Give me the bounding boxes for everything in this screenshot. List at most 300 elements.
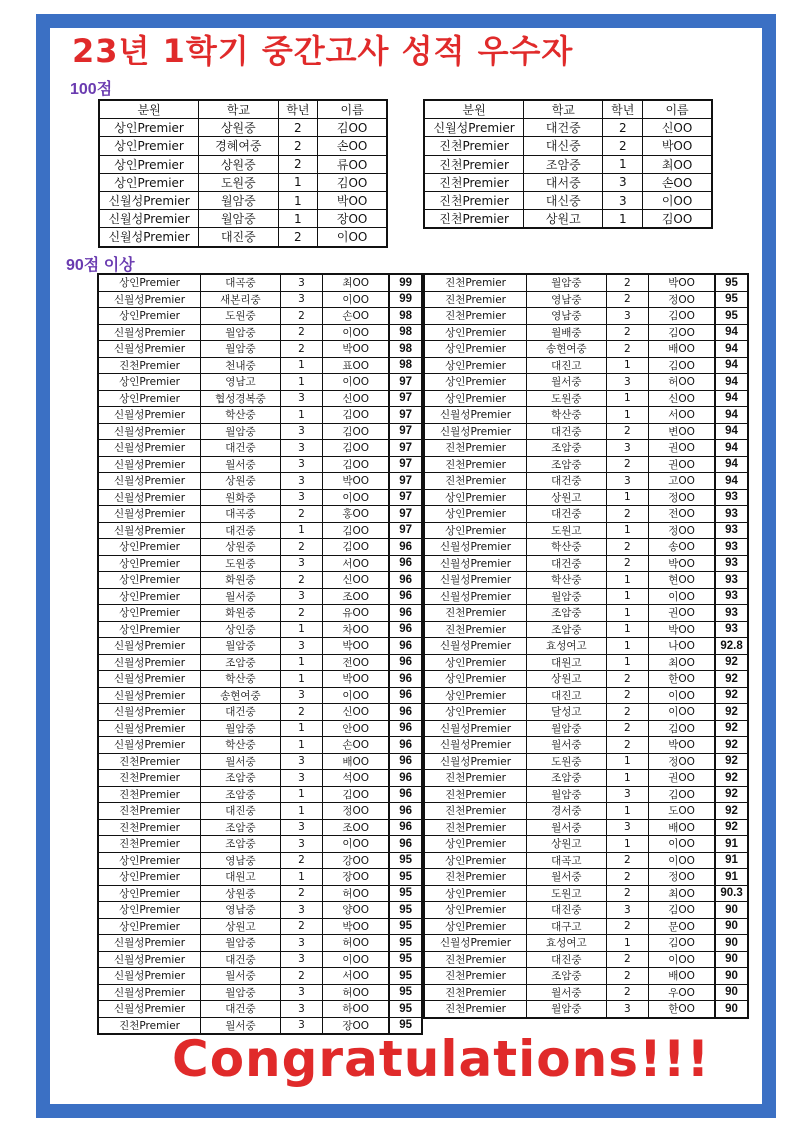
branch-cell: 진천Premier xyxy=(424,803,527,820)
table-row xyxy=(424,506,748,523)
branch-cell: 신월성Premier xyxy=(98,984,201,1001)
grade-cell: 3 xyxy=(280,951,323,968)
name-cell: 권OO xyxy=(649,770,715,787)
branch-cell: 신월성Premier xyxy=(98,654,201,671)
grade-cell: 3 xyxy=(603,173,643,191)
grade-cell: 2 xyxy=(280,506,323,523)
table-row xyxy=(424,191,712,209)
school-cell: 상원중 xyxy=(199,155,278,173)
score-cell: 92 xyxy=(715,803,748,820)
branch-cell: 신월성Premier xyxy=(98,935,201,952)
branch-cell: 신월성Premier xyxy=(98,720,201,737)
branch-cell: 신월성Premier xyxy=(98,473,201,490)
score-cell: 95 xyxy=(389,935,422,952)
branch-cell: 진천Premier xyxy=(424,786,527,803)
table-row xyxy=(98,390,422,407)
school-cell: 대구고 xyxy=(527,918,606,935)
school-cell: 대곡중 xyxy=(201,274,281,291)
school-cell: 도원고 xyxy=(527,522,606,539)
name-cell: 김OO xyxy=(323,423,389,440)
name-cell: 배OO xyxy=(649,968,715,985)
score-cell: 94 xyxy=(715,341,748,358)
name-cell: 이OO xyxy=(649,951,715,968)
score-cell: 93 xyxy=(715,506,748,523)
grade-cell: 2 xyxy=(606,704,649,721)
branch-cell: 상인Premier xyxy=(98,902,201,919)
table-row xyxy=(424,869,748,886)
table-row xyxy=(424,173,712,191)
grade-cell: 1 xyxy=(606,638,649,655)
branch-cell: 진천Premier xyxy=(424,968,527,985)
branch-cell: 신월성Premier xyxy=(98,1001,201,1018)
grade-cell: 2 xyxy=(603,119,643,137)
school-cell: 상원중 xyxy=(201,885,281,902)
score-cell: 96 xyxy=(389,770,422,787)
table-row xyxy=(424,1001,748,1018)
branch-cell: 상인Premier xyxy=(424,489,527,506)
table-row xyxy=(98,753,422,770)
branch-cell: 신월성Premier xyxy=(98,638,201,655)
table-row xyxy=(99,210,387,228)
branch-cell: 상인Premier xyxy=(424,687,527,704)
name-cell: 박OO xyxy=(323,341,389,358)
table-row xyxy=(98,572,422,589)
table-row xyxy=(424,671,748,688)
name-cell: 김OO xyxy=(318,119,387,137)
grade-cell: 3 xyxy=(606,1001,649,1018)
school-cell: 상원고 xyxy=(527,836,606,853)
score-cell: 95 xyxy=(389,968,422,985)
score-cell: 94 xyxy=(715,440,748,457)
table-row xyxy=(98,274,422,291)
name-cell: 김OO xyxy=(323,440,389,457)
school-cell: 학산중 xyxy=(201,737,281,754)
grade-cell: 2 xyxy=(606,968,649,985)
branch-cell: 상인Premier xyxy=(98,308,201,325)
school-cell: 대신중 xyxy=(524,191,603,209)
name-cell: 박OO xyxy=(649,737,715,754)
name-cell: 장OO xyxy=(323,1017,389,1034)
branch-cell: 진천Premier xyxy=(424,456,527,473)
grade-cell: 3 xyxy=(280,1017,323,1034)
school-cell: 조암중 xyxy=(524,155,603,173)
table-row xyxy=(424,819,748,836)
name-cell: 정OO xyxy=(649,753,715,770)
score-cell: 97 xyxy=(389,423,422,440)
school-cell: 영남중 xyxy=(201,852,281,869)
score-cell: 95 xyxy=(715,291,748,308)
table-row xyxy=(424,572,748,589)
header-branch: 분원 xyxy=(424,100,524,119)
grade-cell: 3 xyxy=(280,274,323,291)
grade-cell: 1 xyxy=(606,357,649,374)
name-cell: 우OO xyxy=(649,984,715,1001)
table-row xyxy=(424,720,748,737)
table-row xyxy=(98,1001,422,1018)
school-cell: 대진중 xyxy=(527,951,606,968)
school-cell: 상인중 xyxy=(201,621,281,638)
grade-cell: 1 xyxy=(606,621,649,638)
table-row xyxy=(99,119,387,137)
table-row xyxy=(98,522,422,539)
name-cell: 강OO xyxy=(323,852,389,869)
grade-cell: 2 xyxy=(280,341,323,358)
score-cell: 94 xyxy=(715,374,748,391)
grade-cell: 1 xyxy=(603,155,643,173)
school-cell: 새본리중 xyxy=(201,291,281,308)
name-cell: 배OO xyxy=(323,753,389,770)
name-cell: 이OO xyxy=(323,687,389,704)
grade-cell: 3 xyxy=(606,308,649,325)
score-cell: 96 xyxy=(389,737,422,754)
score-cell: 91 xyxy=(715,869,748,886)
score-cell: 96 xyxy=(389,654,422,671)
branch-cell: 신월성Premier xyxy=(424,737,527,754)
branch-cell: 상인Premier xyxy=(424,704,527,721)
branch-cell: 신월성Premier xyxy=(98,324,201,341)
name-cell: 안OO xyxy=(323,720,389,737)
branch-cell: 신월성Premier xyxy=(98,456,201,473)
score-cell: 96 xyxy=(389,539,422,556)
grade-cell: 1 xyxy=(280,654,323,671)
branch-cell: 진천Premier xyxy=(98,819,201,836)
score-cell: 92 xyxy=(715,687,748,704)
name-cell: 나OO xyxy=(649,638,715,655)
grade-cell: 1 xyxy=(280,357,323,374)
name-cell: 장OO xyxy=(323,869,389,886)
grade-cell: 2 xyxy=(606,852,649,869)
branch-cell: 신월성Premier xyxy=(424,555,527,572)
grade-cell: 3 xyxy=(280,390,323,407)
table-row xyxy=(98,852,422,869)
name-cell: 박OO xyxy=(323,473,389,490)
table-row xyxy=(98,984,422,1001)
branch-cell: 진천Premier xyxy=(98,1017,201,1034)
table-row xyxy=(98,621,422,638)
grade-cell: 1 xyxy=(280,522,323,539)
score-cell: 93 xyxy=(715,572,748,589)
branch-cell: 상인Premier xyxy=(98,918,201,935)
grade-cell: 2 xyxy=(280,918,323,935)
score-cell: 95 xyxy=(715,308,748,325)
school-cell: 경서중 xyxy=(527,803,606,820)
name-cell: 표OO xyxy=(323,357,389,374)
branch-cell: 상인Premier xyxy=(424,918,527,935)
header-name: 이름 xyxy=(643,100,712,119)
branch-cell: 신월성Premier xyxy=(98,687,201,704)
grade-cell: 3 xyxy=(280,638,323,655)
table-row xyxy=(98,506,422,523)
branch-cell: 진천Premier xyxy=(424,473,527,490)
score-cell: 96 xyxy=(389,803,422,820)
grade-cell: 3 xyxy=(280,836,323,853)
score-cell: 96 xyxy=(389,621,422,638)
score-cell: 91 xyxy=(715,852,748,869)
grade-cell: 1 xyxy=(603,210,643,229)
grade-cell: 1 xyxy=(606,572,649,589)
school-cell: 상원고 xyxy=(524,210,603,229)
grade-cell: 2 xyxy=(603,137,643,155)
name-cell: 허OO xyxy=(323,984,389,1001)
school-cell: 대신중 xyxy=(524,137,603,155)
score-cell: 96 xyxy=(389,836,422,853)
school-cell: 대곡중 xyxy=(201,506,281,523)
school-cell: 조암중 xyxy=(201,786,281,803)
branch-cell: 신월성Premier xyxy=(98,704,201,721)
table-row xyxy=(98,836,422,853)
branch-cell: 상인Premier xyxy=(424,885,527,902)
name-cell: 서OO xyxy=(649,407,715,424)
score-cell: 95 xyxy=(389,902,422,919)
table-row xyxy=(98,770,422,787)
table-row xyxy=(424,522,748,539)
branch-cell: 신월성Premier xyxy=(98,407,201,424)
school-cell: 영남고 xyxy=(201,374,281,391)
score-cell: 93 xyxy=(715,489,748,506)
perfect-score-table-right xyxy=(423,99,713,229)
name-cell: 김OO xyxy=(323,522,389,539)
school-cell: 월서중 xyxy=(201,1017,281,1034)
score-cell: 97 xyxy=(389,456,422,473)
name-cell: 정OO xyxy=(649,869,715,886)
branch-cell: 신월성Premier xyxy=(99,191,199,209)
grade-cell: 2 xyxy=(606,324,649,341)
branch-cell: 진천Premier xyxy=(424,191,524,209)
table-row xyxy=(424,291,748,308)
table-row xyxy=(98,489,422,506)
branch-cell: 신월성Premier xyxy=(98,506,201,523)
table-row xyxy=(98,737,422,754)
section-90-label: 90점 이상 xyxy=(66,257,135,274)
name-cell: 서OO xyxy=(323,968,389,985)
branch-cell: 상인Premier xyxy=(99,119,199,137)
name-cell: 박OO xyxy=(323,671,389,688)
school-cell: 협성경복중 xyxy=(201,390,281,407)
name-cell: 김OO xyxy=(323,786,389,803)
school-cell: 월서중 xyxy=(201,968,281,985)
branch-cell: 상인Premier xyxy=(424,836,527,853)
branch-cell: 상인Premier xyxy=(98,274,201,291)
branch-cell: 상인Premier xyxy=(98,852,201,869)
grade-cell: 2 xyxy=(280,605,323,622)
school-cell: 도원중 xyxy=(199,173,278,191)
score-cell: 93 xyxy=(715,555,748,572)
grade-cell: 3 xyxy=(603,191,643,209)
branch-cell: 진천Premier xyxy=(424,605,527,622)
branch-cell: 상인Premier xyxy=(98,572,201,589)
school-cell: 월암중 xyxy=(199,191,278,209)
school-cell: 월암중 xyxy=(201,935,281,952)
name-cell: 김OO xyxy=(649,935,715,952)
table-row xyxy=(424,770,748,787)
name-cell: 신OO xyxy=(643,119,712,137)
school-cell: 송현여중 xyxy=(201,687,281,704)
branch-cell: 상인Premier xyxy=(98,374,201,391)
grade-cell: 2 xyxy=(606,291,649,308)
branch-cell: 신월성Premier xyxy=(98,737,201,754)
table-row xyxy=(424,308,748,325)
grade-cell: 2 xyxy=(280,704,323,721)
grade-cell: 1 xyxy=(606,522,649,539)
grade-cell: 1 xyxy=(606,770,649,787)
school-cell: 대서중 xyxy=(524,173,603,191)
score-cell: 96 xyxy=(389,704,422,721)
school-cell: 조암중 xyxy=(527,770,606,787)
table-row xyxy=(98,819,422,836)
school-cell: 월암중 xyxy=(201,984,281,1001)
name-cell: 권OO xyxy=(649,605,715,622)
branch-cell: 상인Premier xyxy=(99,173,199,191)
header-grade: 학년 xyxy=(603,100,643,119)
table-row xyxy=(424,687,748,704)
table-row xyxy=(424,274,748,291)
school-cell: 월서중 xyxy=(527,819,606,836)
table-row xyxy=(424,555,748,572)
name-cell: 양OO xyxy=(323,902,389,919)
name-cell: 김OO xyxy=(323,407,389,424)
table-row xyxy=(98,951,422,968)
branch-cell: 진천Premier xyxy=(98,836,201,853)
score-cell: 96 xyxy=(389,555,422,572)
branch-cell: 신월성Premier xyxy=(98,968,201,985)
score-cell: 93 xyxy=(715,621,748,638)
score-cell: 96 xyxy=(389,588,422,605)
score-cell: 91 xyxy=(715,836,748,853)
school-cell: 대곡고 xyxy=(527,852,606,869)
table-row xyxy=(99,191,387,209)
name-cell: 이OO xyxy=(323,324,389,341)
score-cell: 95 xyxy=(389,885,422,902)
school-cell: 조암중 xyxy=(527,621,606,638)
name-cell: 한OO xyxy=(649,671,715,688)
grade-cell: 2 xyxy=(606,456,649,473)
grade-cell: 1 xyxy=(280,374,323,391)
school-cell: 대건중 xyxy=(201,1001,281,1018)
grade-cell: 1 xyxy=(280,671,323,688)
score-cell: 96 xyxy=(389,638,422,655)
name-cell: 송OO xyxy=(649,539,715,556)
name-cell: 김OO xyxy=(649,357,715,374)
score-cell: 94 xyxy=(715,324,748,341)
branch-cell: 상인Premier xyxy=(424,324,527,341)
school-cell: 월서중 xyxy=(201,456,281,473)
name-cell: 박OO xyxy=(318,191,387,209)
school-cell: 도원중 xyxy=(527,753,606,770)
table-row xyxy=(98,704,422,721)
score-cell: 94 xyxy=(715,407,748,424)
table-row xyxy=(98,918,422,935)
school-cell: 학산중 xyxy=(201,407,281,424)
school-cell: 대건중 xyxy=(527,423,606,440)
branch-cell: 진천Premier xyxy=(424,137,524,155)
table-row xyxy=(98,440,422,457)
branch-cell: 상인Premier xyxy=(424,506,527,523)
grade-cell: 3 xyxy=(280,291,323,308)
grade-cell: 1 xyxy=(606,753,649,770)
grade-cell: 3 xyxy=(280,984,323,1001)
score-cell: 97 xyxy=(389,473,422,490)
branch-cell: 상인Premier xyxy=(424,671,527,688)
school-cell: 대원고 xyxy=(527,654,606,671)
name-cell: 고OO xyxy=(649,473,715,490)
branch-cell: 신월성Premier xyxy=(424,588,527,605)
school-cell: 대건중 xyxy=(201,440,281,457)
name-cell: 정OO xyxy=(649,522,715,539)
table-row xyxy=(98,803,422,820)
grade-cell: 3 xyxy=(280,819,323,836)
name-cell: 전OO xyxy=(649,506,715,523)
table-row xyxy=(424,654,748,671)
table-row xyxy=(424,137,712,155)
name-cell: 장OO xyxy=(318,210,387,228)
score-cell: 95 xyxy=(715,274,748,291)
score-cell: 90 xyxy=(715,968,748,985)
name-cell: 허OO xyxy=(323,935,389,952)
grade-cell: 2 xyxy=(278,228,318,247)
table-row xyxy=(424,390,748,407)
score-cell: 97 xyxy=(389,489,422,506)
score-cell: 95 xyxy=(389,869,422,886)
score-cell: 92 xyxy=(715,770,748,787)
grade-cell: 1 xyxy=(280,786,323,803)
table-row xyxy=(424,951,748,968)
name-cell: 박OO xyxy=(643,137,712,155)
grade-cell: 3 xyxy=(280,440,323,457)
score-cell: 96 xyxy=(389,753,422,770)
name-cell: 박OO xyxy=(323,918,389,935)
school-cell: 월암중 xyxy=(527,786,606,803)
grade-cell: 1 xyxy=(278,191,318,209)
score-cell: 95 xyxy=(389,1017,422,1034)
school-cell: 도원고 xyxy=(527,885,606,902)
school-cell: 월암중 xyxy=(201,720,281,737)
school-cell: 월서중 xyxy=(527,984,606,1001)
table-row xyxy=(424,119,712,137)
branch-cell: 진천Premier xyxy=(424,155,524,173)
table-row xyxy=(424,984,748,1001)
school-cell: 월암중 xyxy=(201,324,281,341)
name-cell: 김OO xyxy=(649,902,715,919)
score-cell: 90 xyxy=(715,902,748,919)
school-cell: 대건중 xyxy=(524,119,603,137)
score-cell: 97 xyxy=(389,440,422,457)
name-cell: 이OO xyxy=(323,836,389,853)
school-cell: 달성고 xyxy=(527,704,606,721)
score-cell: 94 xyxy=(715,390,748,407)
school-cell: 화원중 xyxy=(201,605,281,622)
table-row xyxy=(424,786,748,803)
branch-cell: 진천Premier xyxy=(424,621,527,638)
branch-cell: 상인Premier xyxy=(424,341,527,358)
school-cell: 효성여고 xyxy=(527,935,606,952)
name-cell: 조OO xyxy=(323,819,389,836)
school-cell: 상원고 xyxy=(527,671,606,688)
name-cell: 한OO xyxy=(649,1001,715,1018)
name-cell: 이OO xyxy=(649,687,715,704)
school-cell: 월암중 xyxy=(201,638,281,655)
school-cell: 학산중 xyxy=(201,671,281,688)
table-row xyxy=(424,885,748,902)
grade-cell: 1 xyxy=(606,935,649,952)
branch-cell: 신월성Premier xyxy=(424,638,527,655)
school-cell: 조암중 xyxy=(527,605,606,622)
grade-cell: 3 xyxy=(280,473,323,490)
grade-cell: 3 xyxy=(606,440,649,457)
branch-cell: 진천Premier xyxy=(424,770,527,787)
branch-cell: 진천Premier xyxy=(98,753,201,770)
table-row xyxy=(424,456,748,473)
name-cell: 문OO xyxy=(649,918,715,935)
